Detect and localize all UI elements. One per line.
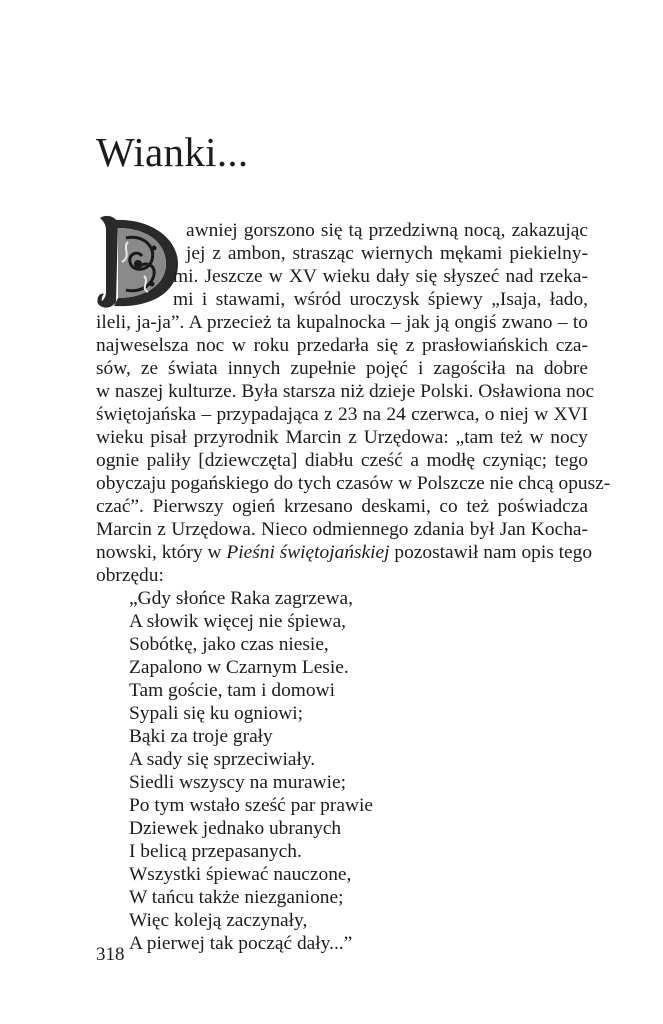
paragraph-line: ognie paliły [dziewczęta] diabłu cześć a modłę czyniąc; tego [96, 450, 588, 471]
verse-line: A sady się sprzeciwiały. [129, 749, 316, 770]
paragraph-line: wieku pisał przyrodnik Marcin z Urzędowa: „tam też w nocy [96, 427, 588, 448]
paragraph-line [96, 542, 593, 564]
paragraph-line: Marcin z Urzędowa. Nieco odmiennego zdania był Jan Kocha- [96, 519, 588, 540]
line-text: pozostawił nam opis tego [389, 542, 593, 563]
work-title-italic: Pieśni świętojańskiej [226, 542, 390, 563]
paragraph-line: jej z ambon, strasząc wiernych mękami piekielny- [186, 243, 588, 264]
paragraph-line: obrzędu: [96, 565, 164, 586]
verse-line: Sypali się ku ogniowi; [129, 703, 303, 724]
verse-line: Więc koleją zaczynały, [129, 910, 308, 931]
verse-line: Wszystki śpiewać nauczone, [129, 864, 352, 885]
verse-line: Zapalono w Czarnym Lesie. [129, 657, 349, 678]
paragraph-line: awniej gorszono się tą przedziwną nocą, zakazując [186, 220, 588, 241]
paragraph-line: obyczaju pogańskiego do tych czasów w Polszcze nie chcą opusz- [96, 473, 611, 494]
paragraph-line: czać”. Pierwszy ogień krzesano deskami, co też poświadcza [96, 496, 588, 517]
paragraph-line: sów, ze świata innych zupełnie pojęć i zagościła na dobre [96, 358, 588, 379]
paragraph-line: ileli, ja-ja”. A przecież ta kupalnocka – jak ją ongiś zwano – to [96, 312, 588, 333]
verse-line: W tańcu także niezganione; [129, 887, 344, 908]
paragraph-line: najweselsza noc w roku przedarła się z prasłowiańskich cza- [96, 335, 588, 356]
line-text: nowski, który w [96, 542, 227, 563]
verse-line: A pierwej tak począć dały...” [129, 933, 353, 954]
page-number: 318 [96, 944, 125, 965]
paragraph-line: mi i stawami, wśród uroczysk śpiewy „Isaja, łado, [173, 289, 588, 310]
decorative-initial-d [92, 212, 180, 312]
verse-line: Sobótkę, jako czas niesie, [129, 634, 329, 655]
verse-line: Dziewek jednako ubranych [129, 818, 342, 839]
paragraph-line: w naszej kulturze. Była starsza niż dzieje Polski. Osławiona noc [96, 381, 595, 402]
verse-line: I belicą przepasanych. [129, 841, 302, 862]
verse-line: „Gdy słońce Raka zagrzewa, [129, 588, 353, 609]
verse-line: Po tym wstało sześć par prawie [129, 795, 373, 816]
verse-line: Siedli wszyscy na murawie; [129, 772, 347, 793]
verse-line: A słowik więcej nie śpiewa, [129, 611, 347, 632]
verse-line: Tam goście, tam i domowi [129, 680, 335, 701]
paragraph-line: świętojańska – przypadająca z 23 na 24 czerwca, o niej w XVI [96, 404, 588, 425]
verse-line: Bąki za troje grały [129, 726, 273, 747]
chapter-title: Wianki... [96, 129, 249, 175]
paragraph-line: mi. Jeszcze w XV wieku dały się słyszeć nad rzeka- [173, 266, 588, 287]
